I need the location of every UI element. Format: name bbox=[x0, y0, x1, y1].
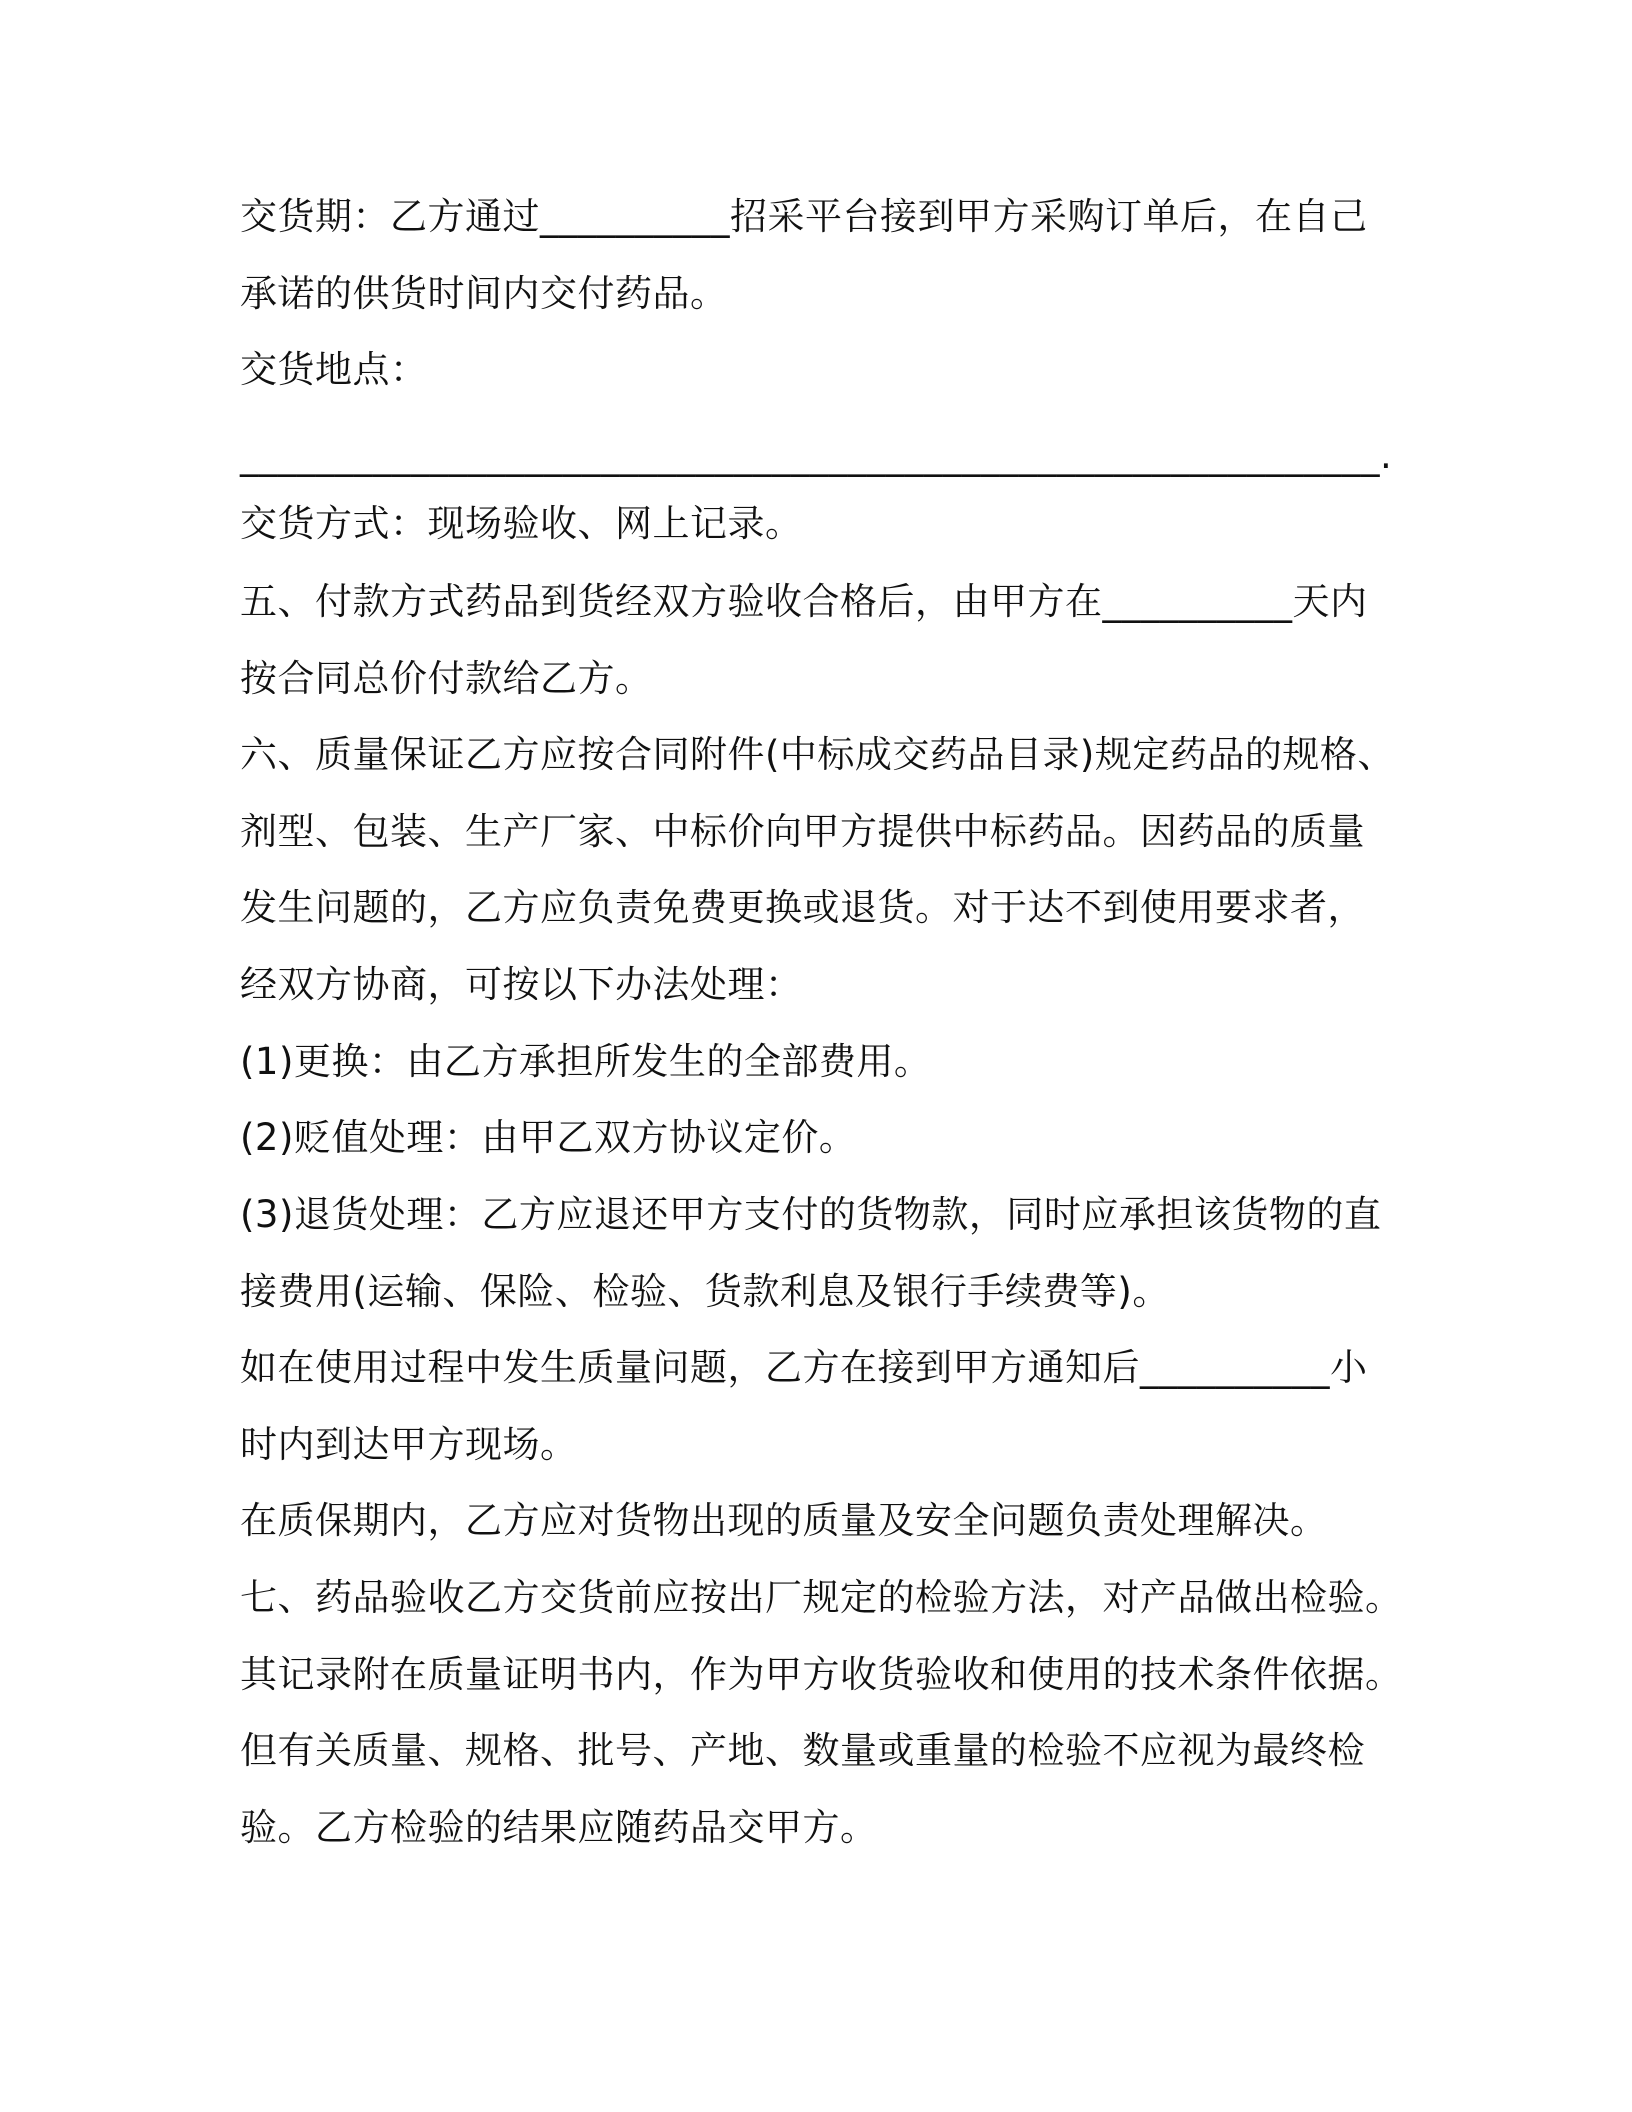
text-line: 七、药品验收乙方交货前应按出厂规定的检验方法，对产品做出检验。 bbox=[240, 1576, 1403, 1619]
text-line: 按合同总价付款给乙方。 bbox=[240, 657, 653, 700]
text-line: 五、付款方式药品到货经双方验收合格后，由甲方在__________天内 bbox=[240, 580, 1368, 623]
text-line: 但有关质量、规格、批号、产地、数量或重量的检验不应视为最终检 bbox=[240, 1729, 1365, 1772]
text-line: (3)退货处理：乙方应退还甲方支付的货物款，同时应承担该货物的直 bbox=[240, 1193, 1382, 1236]
text-line: 承诺的供货时间内交付药品。 bbox=[240, 272, 728, 315]
text-line: 其记录附在质量证明书内，作为甲方收货验收和使用的技术条件依据。 bbox=[240, 1653, 1403, 1696]
text-line: 发生问题的，乙方应负责免费更换或退货。对于达不到使用要求者， bbox=[240, 886, 1365, 929]
text-line: (2)贬值处理：由甲乙双方协议定价。 bbox=[240, 1116, 857, 1159]
text-line: 交货地点： bbox=[240, 348, 428, 391]
text-line: 接费用(运输、保险、检验、货款利息及银行手续费等)。 bbox=[240, 1270, 1170, 1313]
text-line: 交货方式：现场验收、网上记录。 bbox=[240, 502, 803, 545]
text-line: 如在使用过程中发生质量问题，乙方在接到甲方通知后__________小 bbox=[240, 1346, 1368, 1389]
text-line: 验。乙方检验的结果应随药品交甲方。 bbox=[240, 1806, 878, 1849]
text-line: 时内到达甲方现场。 bbox=[240, 1423, 578, 1466]
text-line: 剂型、包装、生产厂家、中标价向甲方提供中标药品。因药品的质量 bbox=[240, 810, 1365, 853]
text-line: (1)更换：由乙方承担所发生的全部费用。 bbox=[240, 1040, 932, 1083]
text-line: ____________________________________________________________. bbox=[240, 434, 1393, 477]
text-line: 六、质量保证乙方应按合同附件(中标成交药品目录)规定药品的规格、 bbox=[240, 733, 1395, 776]
text-line: 交货期：乙方通过__________招采平台接到甲方采购订单后，在自己 bbox=[240, 195, 1368, 238]
text-line: 经双方协商，可按以下办法处理： bbox=[240, 963, 803, 1006]
text-line: 在质保期内，乙方应对货物出现的质量及安全问题负责处理解决。 bbox=[240, 1499, 1328, 1542]
